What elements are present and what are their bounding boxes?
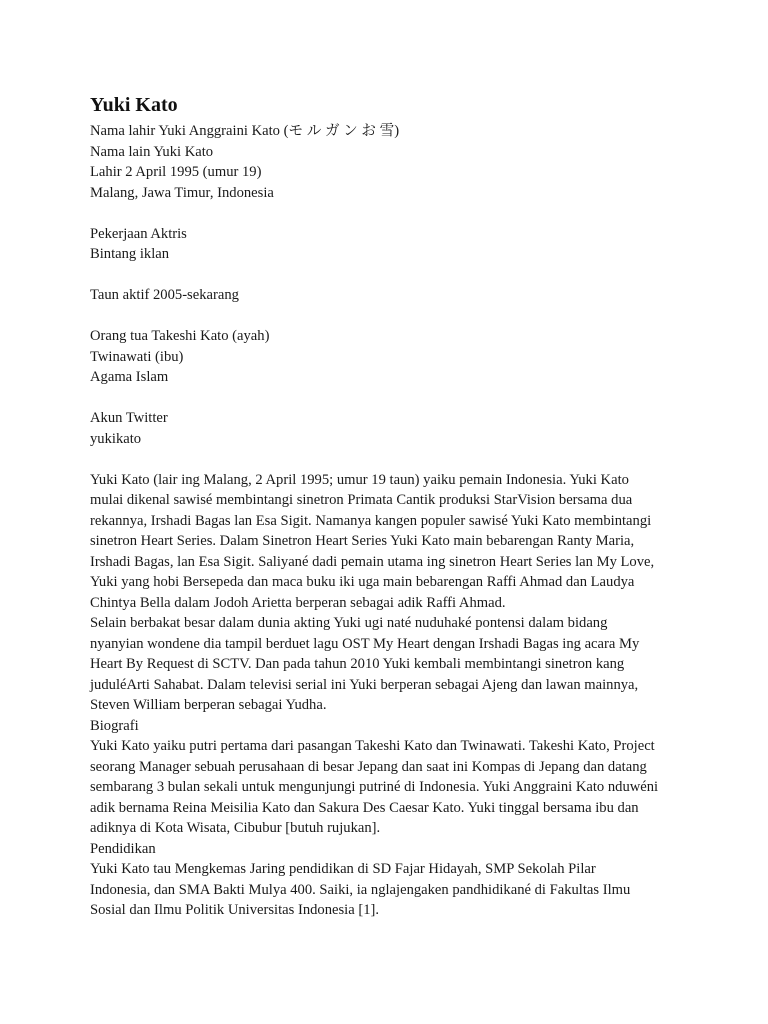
text-line: seorang Manager sebuah perusahaan di besar Jepang dan saat ini Kompas di Jepang dan datang — [90, 758, 647, 775]
infobox-line: Agama Islam — [90, 369, 169, 385]
text-line: sembarang 3 bulan sekali untuk mengunjungi putriné di Indonesia. Yuki Anggraini Kato nduwéni — [90, 779, 659, 795]
infobox-line: Twinawati (ibu) — [90, 348, 184, 365]
document-page — [90, 93, 658, 921]
blank-line — [90, 306, 658, 327]
infobox-line: Bintang iklan — [90, 246, 170, 262]
infobox-line: Akun Twitter — [90, 410, 168, 426]
text-line: Selain berbakat besar dalam dunia akting Yuki ugi naté nuduhaké pontensi dalam bidang — [90, 615, 608, 631]
text-line: sinetron Heart Series. Dalam Sinetron Heart Series Yuki Kato main bebarengan Ranty Maria, — [90, 533, 635, 549]
text-line: mulai dikenal sawisé membintangi sinetron Primata Cantik produksi StarVision bersama dua — [90, 492, 633, 508]
infobox-line: Orang tua Takeshi Kato (ayah) — [90, 328, 270, 344]
infobox-line: Malang, Jawa Timur, Indonesia — [90, 184, 274, 201]
blank-line — [90, 203, 658, 224]
text-line: Biografi — [90, 717, 139, 734]
blank-line — [90, 388, 658, 409]
blank-line — [90, 449, 658, 470]
text-line: Chintya Bella dalam Jodoh Arietta berperan sebagai adik Raffi Ahmad. — [90, 594, 506, 611]
infobox-line: Lahir 2 April 1995 (umur 19) — [90, 164, 262, 180]
text-line: Indonesia, dan SMA Bakti Mulya 400. Saiki, ia nglajengaken pandhidikané di Fakultas Ilmu — [90, 881, 631, 898]
article-body — [90, 470, 658, 921]
infobox-line: yukikato — [90, 430, 142, 447]
text-line: Yuki Kato yaiku putri pertama dari pasangan Takeshi Kato dan Twinawati. Takeshi Kato, Project — [90, 738, 655, 754]
infobox-line: Nama lahir Yuki Anggraini Kato (モ ル ガ ン お 雪) — [90, 123, 400, 139]
text-line: Irshadi Bagas, lan Esa Sigit. Saliyané dadi pemain utama ing sinetron Heart Series lan My Love, — [90, 553, 655, 570]
blank-line — [90, 265, 658, 286]
infobox-line: Pekerjaan Aktris — [90, 225, 187, 242]
text-line: Pendidikan — [90, 840, 156, 857]
text-line: Steven William berperan sebagai Yudha. — [90, 697, 327, 713]
text-line: rekannya, Irshadi Bagas lan Esa Sigit. Namanya kangen populer sawisé Yuki Kato membintangi — [90, 512, 652, 529]
document-title: Yuki Kato — [90, 94, 178, 116]
text-line: nyanyian wondene dia tampil berduet lagu OST My Heart dengan Irshadi Bagas ing acara My — [90, 635, 640, 652]
text-line: juduléArti Sahabat. Dalam televisi serial ini Yuki berperan sebagai Ajeng dan lawan mainnya, — [90, 676, 639, 693]
infobox — [90, 121, 658, 470]
text-line: Sosial dan Ilmu Politik Universitas Indonesia [1]. — [90, 902, 380, 918]
text-line: Yuki Kato (lair ing Malang, 2 April 1995; umur 19 taun) yaiku pemain Indonesia. Yuki Kato — [90, 471, 629, 488]
text-line: Yuki yang hobi Bersepeda dan maca buku iki uga main bebarengan Raffi Ahmad dan Laudya — [90, 574, 635, 590]
infobox-line: Taun aktif 2005-sekarang — [90, 287, 239, 303]
text-line: adik bernama Reina Meisilia Kato dan Sakura Des Caesar Kato. Yuki tinggal bersama ibu dan — [90, 799, 639, 816]
infobox-line: Nama lain Yuki Kato — [90, 143, 214, 160]
text-line: Heart By Request di SCTV. Dan pada tahun 2010 Yuki kembali membintangi sinetron kang — [90, 656, 625, 672]
text-line: Yuki Kato tau Mengkemas Jaring pendidikan di SD Fajar Hidayah, SMP Sekolah Pilar — [90, 861, 596, 877]
text-line: adiknya di Kota Wisata, Cibubur [butuh rujukan]. — [90, 820, 381, 836]
